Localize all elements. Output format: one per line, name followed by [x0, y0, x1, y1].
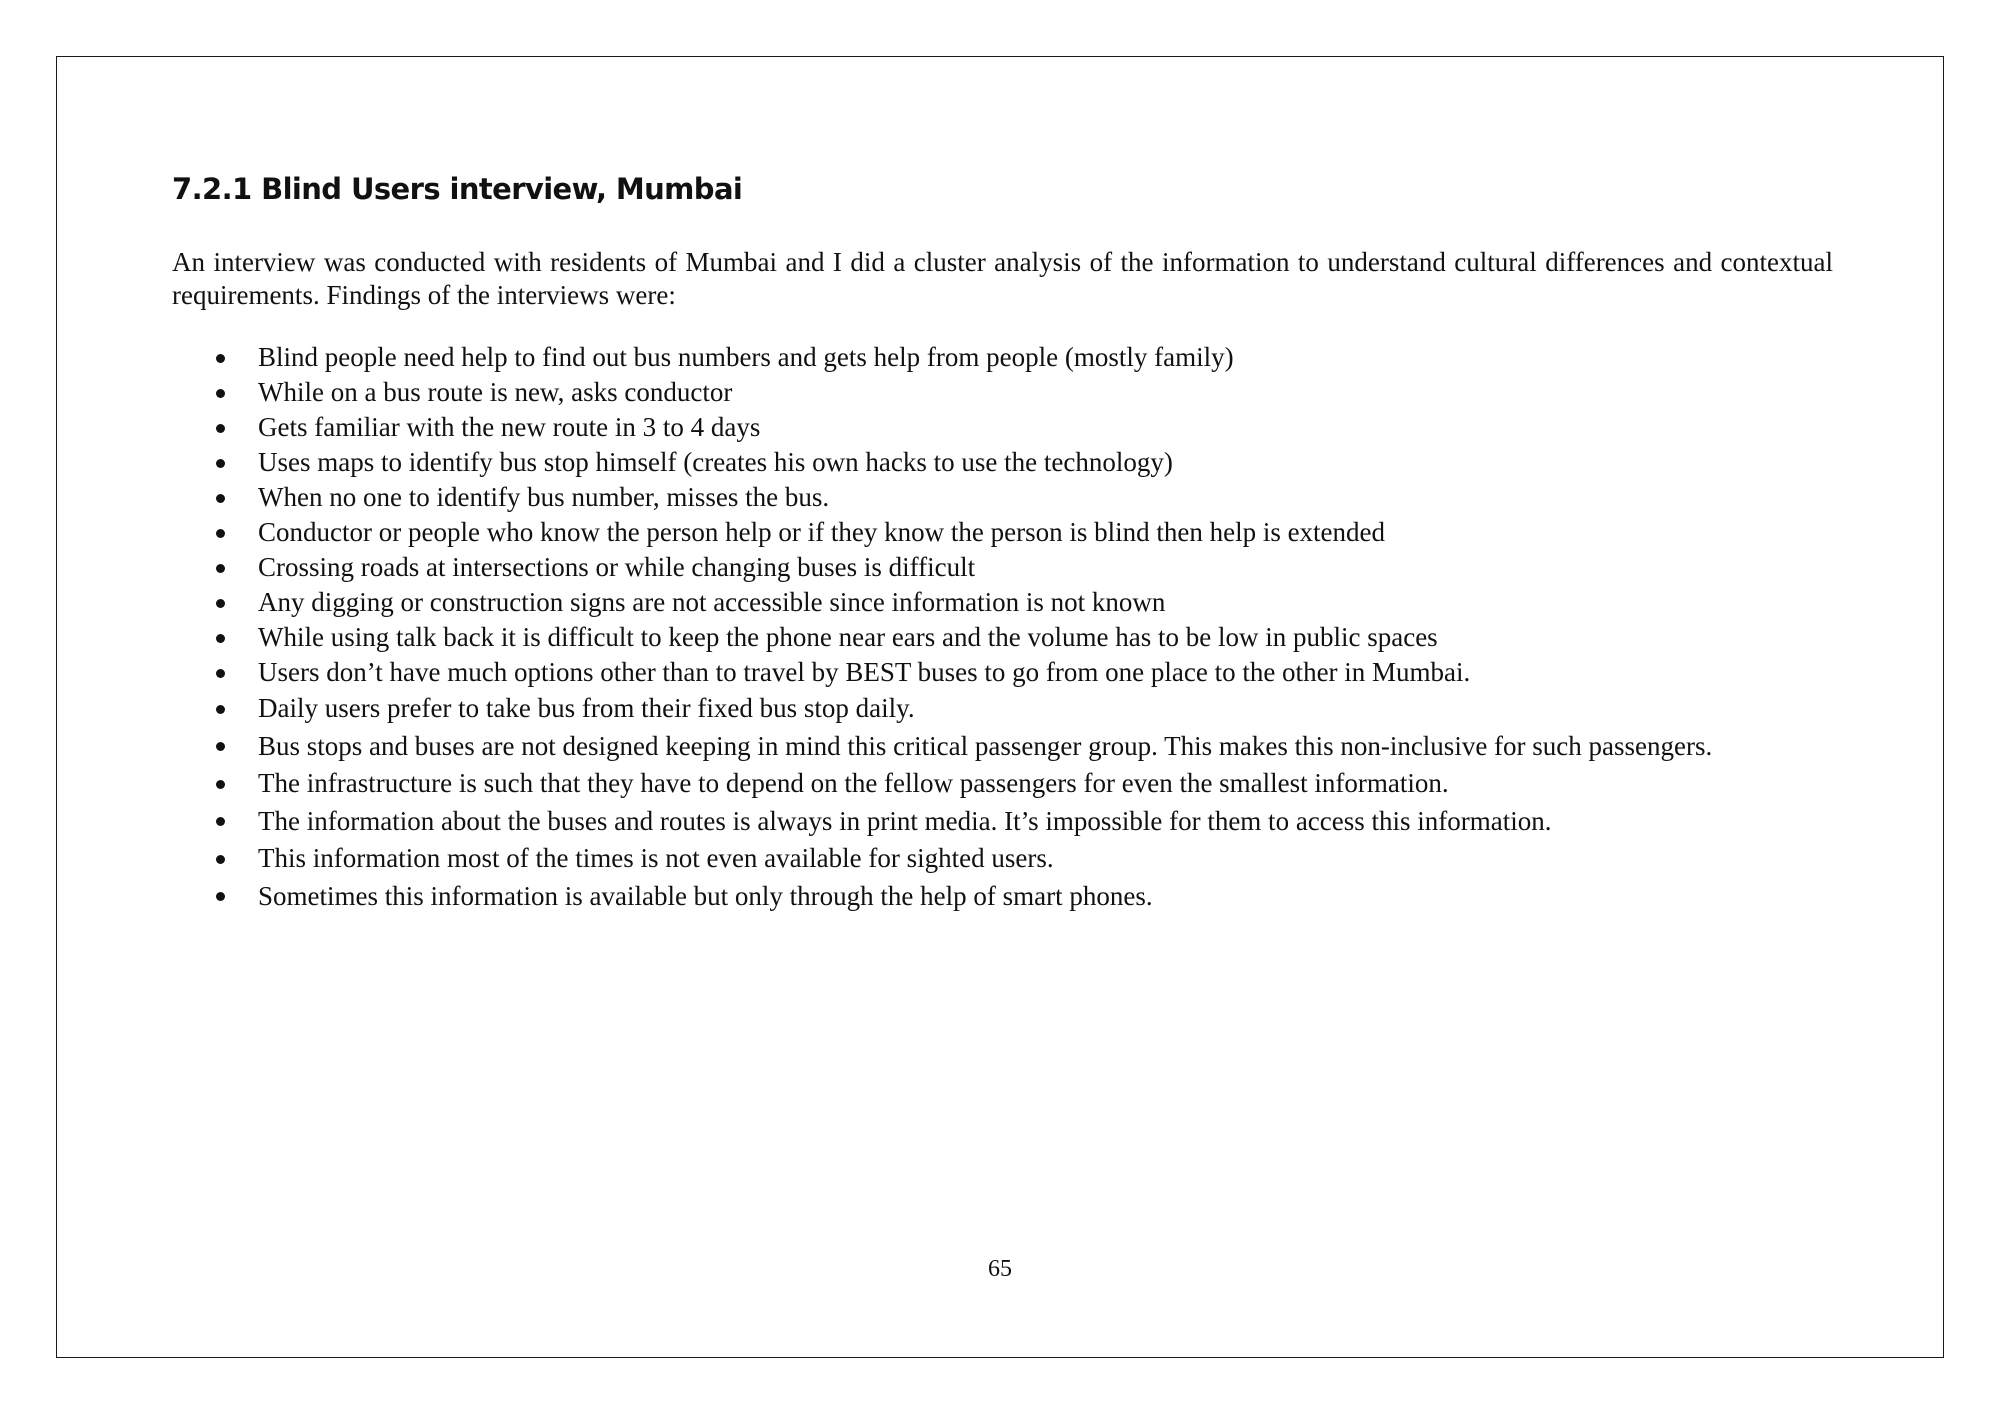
list-item: [172, 765, 1872, 803]
list-item: [172, 480, 1872, 515]
list-item: [172, 340, 1872, 375]
bullet-icon: [216, 459, 225, 468]
list-item-text: Any digging or construction signs are not accessible since information is not known: [258, 587, 1166, 617]
list-item: [172, 410, 1872, 445]
list-item-text: The information about the buses and routes is always in print media. It’s impossible for them to access this information.: [258, 805, 1552, 836]
list-item-text: While using talk back it is difficult to keep the phone near ears and the volume has to be low in public spaces: [258, 622, 1438, 652]
bullet-icon: [216, 669, 225, 678]
list-item-text: Conductor or people who know the person help or if they know the person is blind then help is extended: [258, 517, 1386, 547]
list-item: [172, 585, 1872, 620]
list-item-text: Crossing roads at intersections or while changing buses is difficult: [258, 552, 976, 582]
list-item-text: Blind people need help to find out bus numbers and gets help from people (mostly family): [258, 342, 1234, 372]
list-item: [172, 728, 1872, 766]
bullet-icon: [216, 634, 225, 643]
bullet-icon: [216, 817, 225, 826]
bullet-icon: [216, 599, 225, 608]
bullet-icon: [216, 855, 225, 864]
bullet-icon: [216, 424, 225, 433]
bullet-icon: [216, 389, 225, 398]
list-item-text: This information most of the times is not even available for sighted users.: [258, 843, 1054, 873]
list-item: [172, 803, 1872, 841]
list-item: [172, 878, 1872, 916]
bullet-icon: [216, 892, 225, 901]
list-item: [172, 620, 1872, 655]
page-number: 65: [988, 1256, 1012, 1282]
list-item: [172, 690, 1872, 728]
section-heading: 7.2.1 Blind Users interview, Mumbai: [172, 172, 743, 206]
bullet-icon: [216, 705, 225, 714]
list-item-text: Uses maps to identify bus stop himself (creates his own hacks to use the technology): [258, 447, 1173, 477]
bullet-icon: [216, 742, 225, 751]
list-item-text: Daily users prefer to take bus from their fixed bus stop daily.: [258, 693, 915, 723]
list-item: [172, 445, 1872, 480]
list-item-text: Bus stops and buses are not designed keeping in mind this critical passenger group. This makes this non-inclusive for such passengers.: [258, 730, 1713, 761]
list-item: [172, 515, 1872, 550]
bullet-icon: [216, 564, 225, 573]
list-item-text: Gets familiar with the new route in 3 to 4 days: [258, 412, 761, 442]
list-item-text: Sometimes this information is available but only through the help of smart phones.: [258, 880, 1153, 911]
bullet-icon: [216, 780, 225, 789]
list-item-text: The infrastructure is such that they have to depend on the fellow passengers for even the smallest information.: [258, 768, 1449, 798]
list-item-text: Users don’t have much options other than to travel by BEST buses to go from one place to the other in Mumbai.: [258, 657, 1471, 687]
bullet-icon: [216, 529, 225, 538]
list-item-text: While on a bus route is new, asks conductor: [258, 377, 733, 407]
list-item-text: When no one to identify bus number, misses the bus.: [258, 482, 830, 512]
findings-list: [172, 340, 1872, 915]
bullet-icon: [216, 494, 225, 503]
list-item: [172, 840, 1872, 878]
list-item: [172, 550, 1872, 585]
list-item: [172, 655, 1872, 690]
bullet-icon: [216, 354, 225, 363]
list-item: [172, 375, 1872, 410]
intro-paragraph: An interview was conducted with residents of Mumbai and I did a cluster analysis of the information to understand cultural differences and contextual requirements. Findings of the interviews were:: [172, 247, 1833, 310]
